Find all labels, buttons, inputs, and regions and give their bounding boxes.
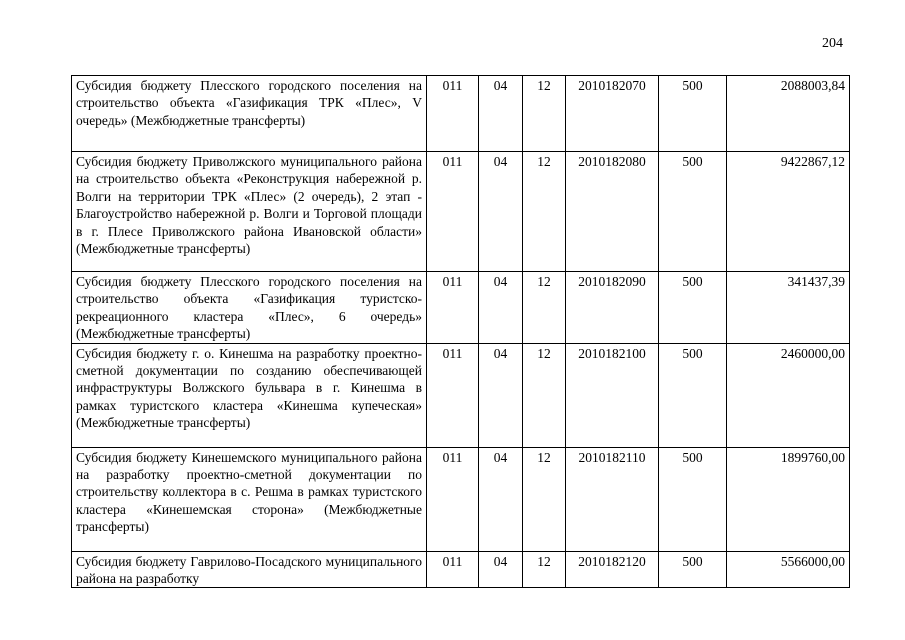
target-article-cell: 2010182100 [566, 343, 659, 447]
expense-type-cell: 500 [659, 272, 727, 344]
target-article-cell: 2010182110 [566, 447, 659, 551]
table-row [72, 76, 850, 152]
ministry-code-cell: 011 [427, 447, 479, 551]
table-row [72, 343, 850, 447]
table-row [72, 447, 850, 551]
description-cell: Субсидия бюджету Гаврилово-Посадского муниципального района на разработку [72, 551, 427, 588]
target-article-cell: 2010182090 [566, 272, 659, 344]
subsection-code-cell: 12 [523, 152, 566, 272]
ministry-code-cell: 011 [427, 551, 479, 588]
description-cell: Субсидия бюджету г. о. Кинешма на разработку проектно-сметной документации по созданию обеспечивающей инфраструктуры Волжского бульвара в г. Кинешма в рамках туристского кластера «Кинешма купеческая» (Межбюджетные трансферты) [72, 343, 427, 447]
section-code-cell: 04 [479, 551, 523, 588]
table-row [72, 551, 850, 588]
target-article-cell: 2010182120 [566, 551, 659, 588]
section-code-cell: 04 [479, 272, 523, 344]
table-row [72, 152, 850, 272]
target-article-cell: 2010182080 [566, 152, 659, 272]
ministry-code-cell: 011 [427, 272, 479, 344]
description-cell: Субсидия бюджету Плесского городского поселения на строительство объекта «Газификация туристско-рекреационного кластера «Плес», 6 очередь» (Межбюджетные трансферты) [72, 272, 427, 344]
description-cell: Субсидия бюджету Приволжского муниципального района на строительство объекта «Реконструкция набережной р. Волги на территории ТРК «Плес» (2 очередь), 2 этап - Благоустройство набережной р. Волги и Торговой площади в г. Плесе Приволжского района Ивановской области» (Межбюджетные трансферты) [72, 152, 427, 272]
subsection-code-cell: 12 [523, 447, 566, 551]
amount-cell: 5566000,00 [727, 551, 850, 588]
subsection-code-cell: 12 [523, 551, 566, 588]
budget-table [71, 75, 850, 588]
expense-type-cell: 500 [659, 76, 727, 152]
section-code-cell: 04 [479, 447, 523, 551]
ministry-code-cell: 011 [427, 343, 479, 447]
amount-cell: 2460000,00 [727, 343, 850, 447]
expense-type-cell: 500 [659, 447, 727, 551]
target-article-cell: 2010182070 [566, 76, 659, 152]
description-cell: Субсидия бюджету Плесского городского поселения на строительство объекта «Газификация ТРК «Плес», V очередь» (Межбюджетные трансферты) [72, 76, 427, 152]
ministry-code-cell: 011 [427, 152, 479, 272]
ministry-code-cell: 011 [427, 76, 479, 152]
section-code-cell: 04 [479, 343, 523, 447]
subsection-code-cell: 12 [523, 272, 566, 344]
table-row [72, 272, 850, 344]
expense-type-cell: 500 [659, 343, 727, 447]
amount-cell: 341437,39 [727, 272, 850, 344]
amount-cell: 9422867,12 [727, 152, 850, 272]
section-code-cell: 04 [479, 152, 523, 272]
expense-type-cell: 500 [659, 551, 727, 588]
section-code-cell: 04 [479, 76, 523, 152]
expense-type-cell: 500 [659, 152, 727, 272]
description-cell: Субсидия бюджету Кинешемского муниципального района на разработку проектно-сметной документации по строительству коллектора в с. Решма в рамках туристского кластера «Кинешемская сторона» (Межбюджетные трансферты) [72, 447, 427, 551]
amount-cell: 2088003,84 [727, 76, 850, 152]
page-number: 204 [822, 36, 843, 51]
amount-cell: 1899760,00 [727, 447, 850, 551]
subsection-code-cell: 12 [523, 343, 566, 447]
subsection-code-cell: 12 [523, 76, 566, 152]
